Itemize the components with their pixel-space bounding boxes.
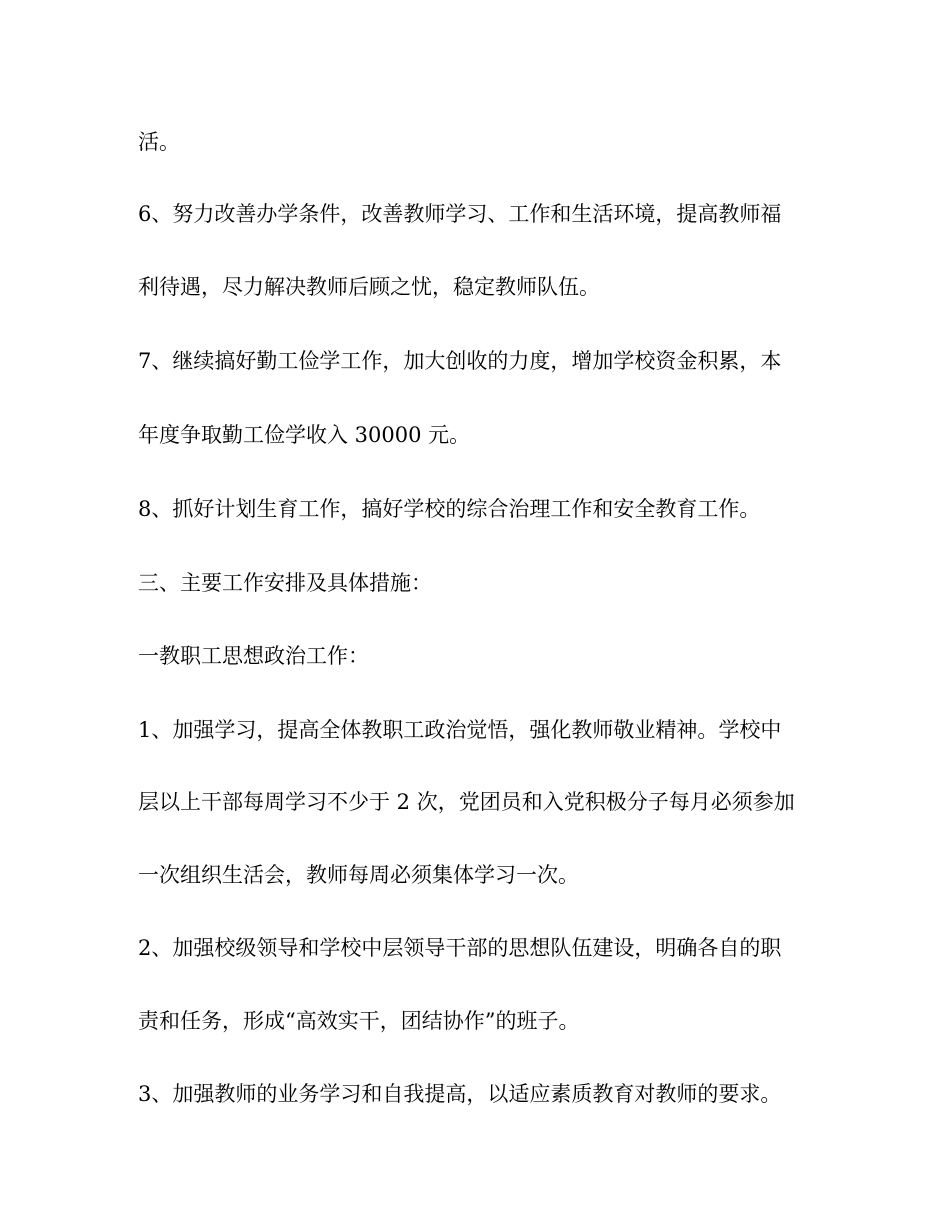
text-line: 活。 <box>138 130 180 154</box>
text-line: 7、继续搞好勤工俭学工作，加大创收的力度，增加学校资金积累，本 <box>138 349 782 373</box>
text-line: 年度争取勤工俭学收入 30000 元。 <box>138 423 471 447</box>
text-line: 6、努力改善办学条件，改善教师学习、工作和生活环境，提高教师福 <box>138 202 782 226</box>
text-line: 利待遇，尽力解决教师后顾之忧，稳定教师队伍。 <box>138 275 600 299</box>
text-line: 责和任务，形成“高效实干，团结协作”的班子。 <box>138 1009 580 1033</box>
subsection-heading: 一教职工思想政治工作： <box>138 644 369 668</box>
section-heading: 三、主要工作安排及具体措施： <box>138 571 432 595</box>
text-line: 层以上干部每周学习不少于 2 次，党团员和入党积极分子每月必须参加 <box>138 790 795 814</box>
text-line: 8、抓好计划生育工作，搞好学校的综合治理工作和安全教育工作。 <box>138 497 761 521</box>
text-line: 一次组织生活会，教师每周必须集体学习一次。 <box>138 863 579 887</box>
text-line: 2、加强校级领导和学校中层领导干部的思想队伍建设，明确各自的职 <box>138 936 782 960</box>
text-line: 3、加强教师的业务学习和自我提高，以适应素质教育对教师的要求。 <box>138 1082 782 1106</box>
text-line: 1、加强学习，提高全体教职工政治觉悟，强化教师敬业精神。学校中 <box>138 718 782 742</box>
